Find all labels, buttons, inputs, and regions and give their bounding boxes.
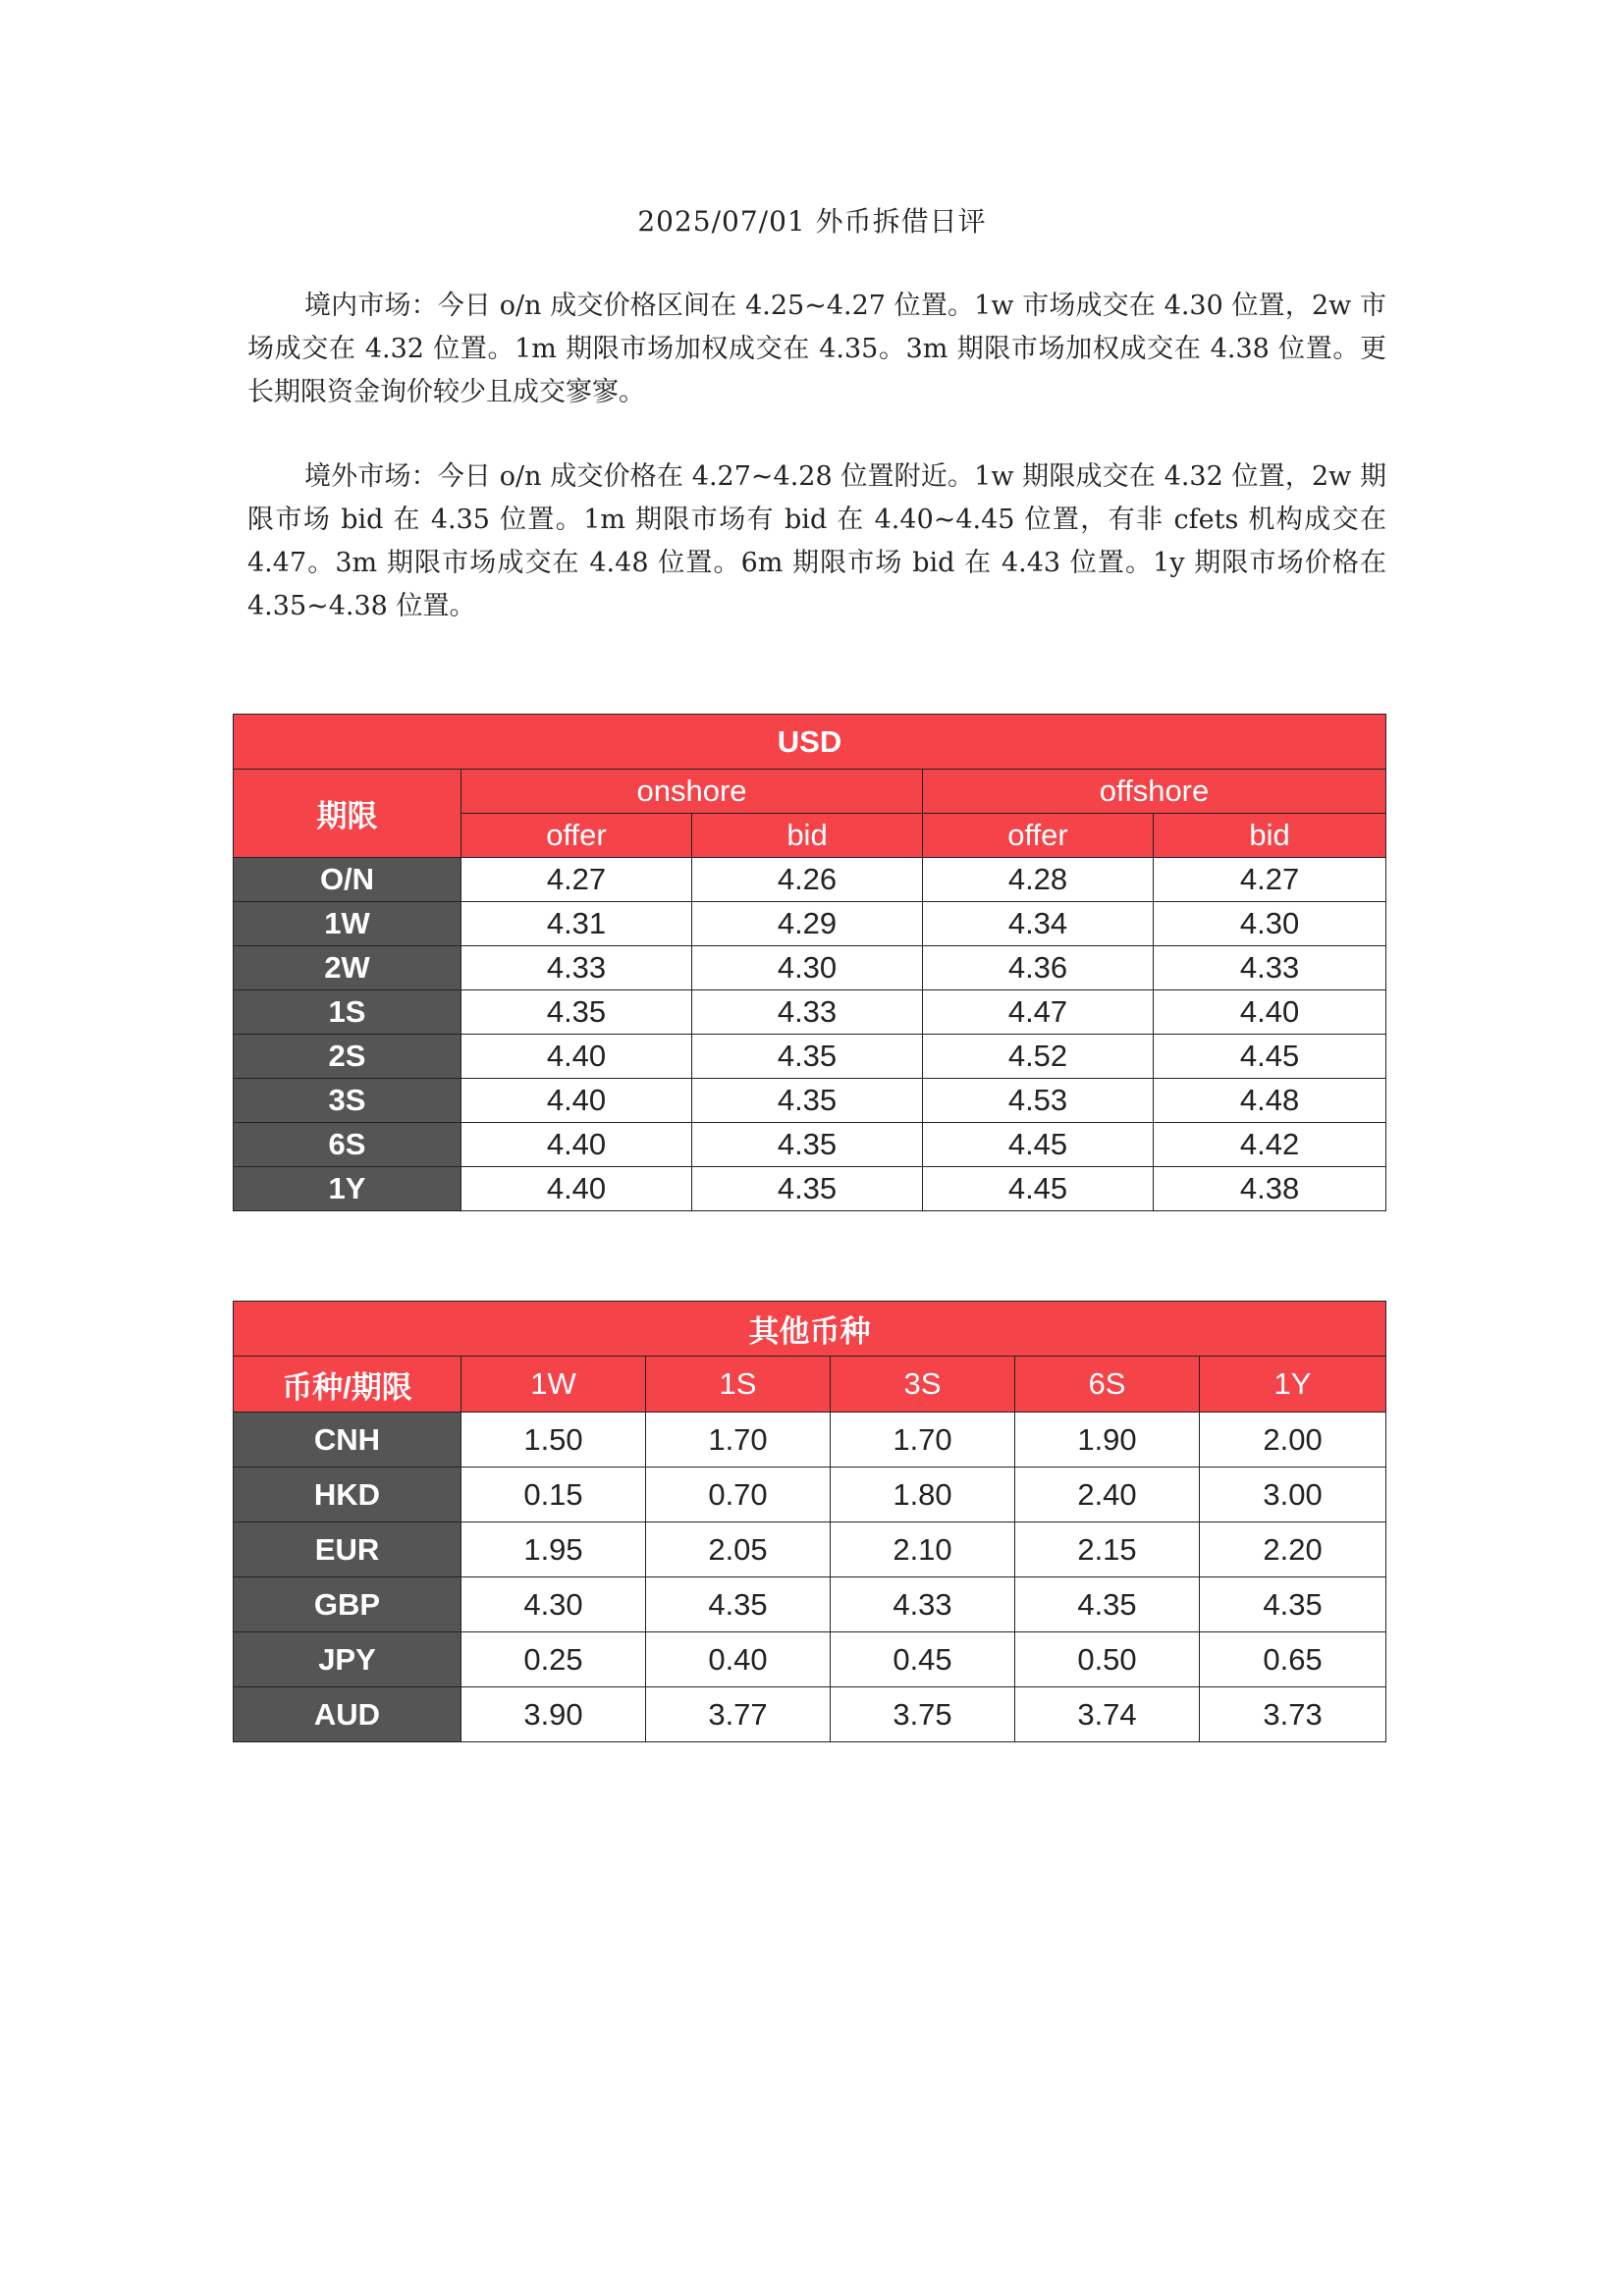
rate-cell: 3.73	[1200, 1687, 1386, 1742]
term-label: 1Y	[234, 1167, 461, 1211]
rate-cell: 4.34	[923, 902, 1154, 946]
rate-cell: 3.77	[646, 1687, 831, 1742]
table-row	[234, 1035, 1386, 1079]
other-currency-table	[233, 1301, 1386, 1742]
currency-label: JPY	[234, 1632, 461, 1687]
rate-cell: 0.65	[1200, 1632, 1386, 1687]
table-row	[234, 946, 1386, 990]
rate-cell: 4.47	[923, 990, 1154, 1035]
table-row	[234, 902, 1386, 946]
rate-cell: 4.40	[1154, 990, 1386, 1035]
rate-cell: 4.42	[1154, 1123, 1386, 1167]
rate-cell: 0.50	[1015, 1632, 1200, 1687]
rate-cell: 2.10	[831, 1522, 1015, 1577]
table-row	[234, 1079, 1386, 1123]
term-column-header: 1W	[461, 1357, 646, 1413]
rate-cell: 3.74	[1015, 1687, 1200, 1742]
rate-cell: 4.48	[1154, 1079, 1386, 1123]
offshore-market-paragraph: 境外市场：今日 o/n 成交价格在 4.27~4.28 位置附近。1w 期限成交在 4.32 位置，2w 期限市场 bid 在 4.35 位置。1m 期限市场有 bid 在 4.40~4.45 位置，有非 cfets 机构成交在 4.47。3m 期限市场成交在 4.48 位置。6m 期限市场 bid 在 4.43 位置。1y 期限市场价格在 4.35~4.38 位置。	[247, 461, 1386, 621]
rate-cell: 4.45	[1154, 1035, 1386, 1079]
offshore-header: offshore	[923, 770, 1386, 814]
rate-cell: 4.33	[1154, 946, 1386, 990]
rate-cell: 0.40	[646, 1632, 831, 1687]
rate-cell: 2.15	[1015, 1522, 1200, 1577]
rate-cell: 4.29	[692, 902, 923, 946]
rate-cell: 4.45	[923, 1167, 1154, 1211]
rate-cell: 4.40	[461, 1035, 692, 1079]
term-label: 1W	[234, 902, 461, 946]
offshore-bid-header: bid	[1154, 814, 1386, 858]
table-row	[234, 1123, 1386, 1167]
rate-cell: 1.70	[646, 1413, 831, 1468]
rate-cell: 1.80	[831, 1468, 1015, 1522]
rate-cell: 4.31	[461, 902, 692, 946]
onshore-offer-header: offer	[461, 814, 692, 858]
rate-cell: 4.35	[692, 1079, 923, 1123]
table-row	[234, 1413, 1386, 1468]
term-label: 3S	[234, 1079, 461, 1123]
usd-table-title: USD	[234, 715, 1386, 770]
rate-cell: 4.35	[646, 1577, 831, 1632]
rate-cell: 4.28	[923, 858, 1154, 902]
rate-cell: 4.35	[692, 1167, 923, 1211]
term-column-header: 1Y	[1200, 1357, 1386, 1413]
page-title: 2025/07/01 外币拆借日评	[637, 205, 987, 238]
currency-label: GBP	[234, 1577, 461, 1632]
usd-rate-table	[233, 714, 1386, 1211]
rate-cell: 4.45	[923, 1123, 1154, 1167]
rate-cell: 4.38	[1154, 1167, 1386, 1211]
term-label: O/N	[234, 858, 461, 902]
other-table-title: 其他币种	[234, 1302, 1386, 1357]
term-label: 6S	[234, 1123, 461, 1167]
rate-cell: 4.35	[1200, 1577, 1386, 1632]
rate-cell: 4.36	[923, 946, 1154, 990]
term-label: 2S	[234, 1035, 461, 1079]
rate-cell: 1.90	[1015, 1413, 1200, 1468]
onshore-bid-header: bid	[692, 814, 923, 858]
table-row	[234, 1632, 1386, 1687]
rate-cell: 4.40	[461, 1167, 692, 1211]
rate-cell: 4.30	[461, 1577, 646, 1632]
table-row	[234, 1687, 1386, 1742]
rate-cell: 2.40	[1015, 1468, 1200, 1522]
rate-cell: 4.27	[1154, 858, 1386, 902]
rate-cell: 4.30	[1154, 902, 1386, 946]
rate-cell: 4.40	[461, 1079, 692, 1123]
rate-cell: 1.50	[461, 1413, 646, 1468]
term-column-header: 1S	[646, 1357, 831, 1413]
currency-label: CNH	[234, 1413, 461, 1468]
currency-label: EUR	[234, 1522, 461, 1577]
rate-cell: 0.25	[461, 1632, 646, 1687]
rate-cell: 4.33	[831, 1577, 1015, 1632]
currency-term-header: 币种/期限	[234, 1357, 461, 1413]
table-row	[234, 1167, 1386, 1211]
rate-cell: 3.75	[831, 1687, 1015, 1742]
term-label: 2W	[234, 946, 461, 990]
onshore-market-paragraph: 境内市场：今日 o/n 成交价格区间在 4.25~4.27 位置。1w 市场成交在 4.30 位置，2w 市场成交在 4.32 位置。1m 期限市场加权成交在 4.35。3m 期限市场加权成交在 4.38 位置。更长期限资金询价较少且成交寥寥。	[247, 291, 1386, 407]
rate-cell: 4.27	[461, 858, 692, 902]
table-row	[234, 1468, 1386, 1522]
rate-cell: 3.00	[1200, 1468, 1386, 1522]
rate-cell: 4.26	[692, 858, 923, 902]
term-header: 期限	[234, 770, 461, 858]
rate-cell: 4.35	[461, 990, 692, 1035]
rate-cell: 4.35	[692, 1123, 923, 1167]
rate-cell: 1.70	[831, 1413, 1015, 1468]
rate-cell: 4.53	[923, 1079, 1154, 1123]
term-label: 1S	[234, 990, 461, 1035]
rate-cell: 4.35	[1015, 1577, 1200, 1632]
rate-cell: 4.30	[692, 946, 923, 990]
offshore-offer-header: offer	[923, 814, 1154, 858]
rate-cell: 4.40	[461, 1123, 692, 1167]
rate-cell: 4.33	[692, 990, 923, 1035]
rate-cell: 4.33	[461, 946, 692, 990]
rate-cell: 4.52	[923, 1035, 1154, 1079]
rate-cell: 0.45	[831, 1632, 1015, 1687]
rate-cell: 4.35	[692, 1035, 923, 1079]
rate-cell: 0.70	[646, 1468, 831, 1522]
rate-cell: 3.90	[461, 1687, 646, 1742]
currency-label: AUD	[234, 1687, 461, 1742]
currency-label: HKD	[234, 1468, 461, 1522]
onshore-header: onshore	[461, 770, 923, 814]
rate-cell: 2.05	[646, 1522, 831, 1577]
table-row	[234, 1522, 1386, 1577]
rate-cell: 1.95	[461, 1522, 646, 1577]
table-row	[234, 1577, 1386, 1632]
term-column-header: 3S	[831, 1357, 1015, 1413]
rate-cell: 0.15	[461, 1468, 646, 1522]
term-column-header: 6S	[1015, 1357, 1200, 1413]
rate-cell: 2.00	[1200, 1413, 1386, 1468]
rate-cell: 2.20	[1200, 1522, 1386, 1577]
table-row	[234, 858, 1386, 902]
table-row	[234, 990, 1386, 1035]
